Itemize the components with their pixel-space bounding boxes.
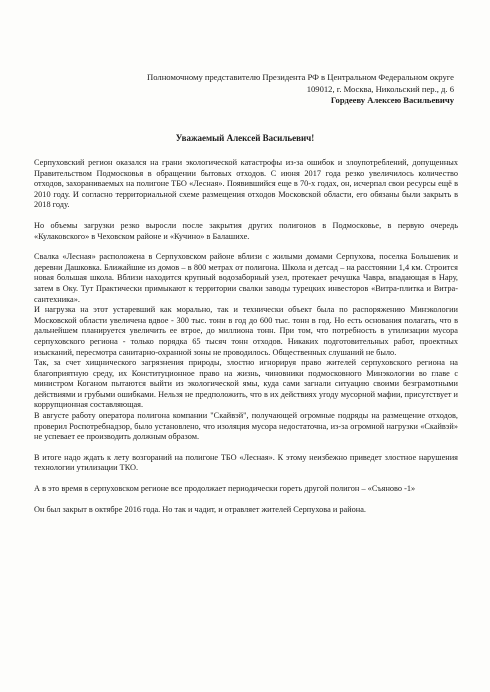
paragraph: Но объемы загрузки резко выросли после закрытия других полигонов в Подмосковье, в первую очередь «Кулаковского» в Чеховском районе и «Кучино» в Балашихе. <box>34 220 458 241</box>
letter-body <box>34 158 458 525</box>
paragraph: И нагрузка на этот устаревший как морально, так и технически объект была по распоряжению Минэкологии Московской области увеличена вдвое - 300 тыс. тонн в год до 600 тыс. тонн в год. Но есть основания полагать, что в дальнейшем планируется увеличить ее втрое, до миллиона тонн. При том, что потребность в утилизации мусора серпуховского региона - только порядка 65 тысяч тонн отходов. Никаких подготовительных работ, проектных изысканий, пересмотра санитарно-охранной зоны не проводилось. Общественных слушаний не было. <box>34 305 458 357</box>
paragraph: Он был закрыт в октябре 2016 года. Но так и чадит, и отравляет жителей Серпухова и района. <box>34 504 366 514</box>
paragraph: Так, за счет хищнического загрязнения природы, злостно игнорируя право жителей серпуховского региона на благоприятную среду, их Конституционное право на жизнь, чиновники подмосковного Минэкологии во главе с министром Коганом пытаются выйти из экологической ямы, куда сами загнали ситуацию своими безграмотными действиями и грубыми ошибками. Нельзя не предположить, что в их действиях угоду мусорной мафии, присутствует и коррупционная составляющая. <box>34 358 458 410</box>
paragraph: Серпуховский регион оказался на грани экологической катастрофы из-за ошибок и злоупотреблений, допущенных Правительством Подмосковья в обращении бытовых отходов. С июня 2017 года резко увеличилось количество отходов, захораниваемых на полигоне ТБО «Лесная». Появившийся еще в 70-х годах, он, исчерпал свои ресурсы ещё в 2010 году. И согласно территориальной схеме размещения отходов Московской области, его обязаны были закрыть в 2018 году. <box>34 158 458 210</box>
paragraph: В итоге надо ждать к лету возгораний на полигоне ТБО «Лесная». К этому неизбежно приведет злостное нарушения технологии утилизации ТКО. <box>34 452 458 473</box>
paragraph: В августе работу оператора полигона компании "Скайвэй", получающей огромные подряды на размещение отходов, проверил Роспотребнадзор, было установлено, что изоляция мусора недостаточна, из-за огромной нагрузки «Скайвэй» не успевает ее производить должным образом. <box>34 411 458 442</box>
addressee-title: Полномочному представителю Президента РФ в Центральном Федеральном округе <box>147 72 454 82</box>
greeting: Уважаемый Алексей Васильевич! <box>175 133 315 143</box>
addressee-address: 109012, г. Москва, Никольский пер., д. 6 <box>306 83 454 94</box>
addressee-name: Гордееву Алексею Васильевичу <box>330 95 454 105</box>
paragraph: А в это время в серпуховском регионе все продолжает периодически гореть другой полигон – «Съяново -1» <box>34 484 416 494</box>
paragraph: Свалка «Лесная» расположена в Серпуховском районе вблизи с жилыми домами Серпухова, поселка Большевик и деревни Дашковка. Ближайшие из домов – в 800 метрах от полигона. Школа и детсад – на расстоянии 1,4 км. Строится новая большая школа. Вблизи находится крупный водозаборный узел, протекает речушка Чавра, впадающая в Нару, затем в Оку. Тут Практически примыкают к территории свалки заводы турецких инвесторов «Витра-плитка и Витра-сантехника». <box>34 252 458 304</box>
addressee-block <box>120 72 454 107</box>
